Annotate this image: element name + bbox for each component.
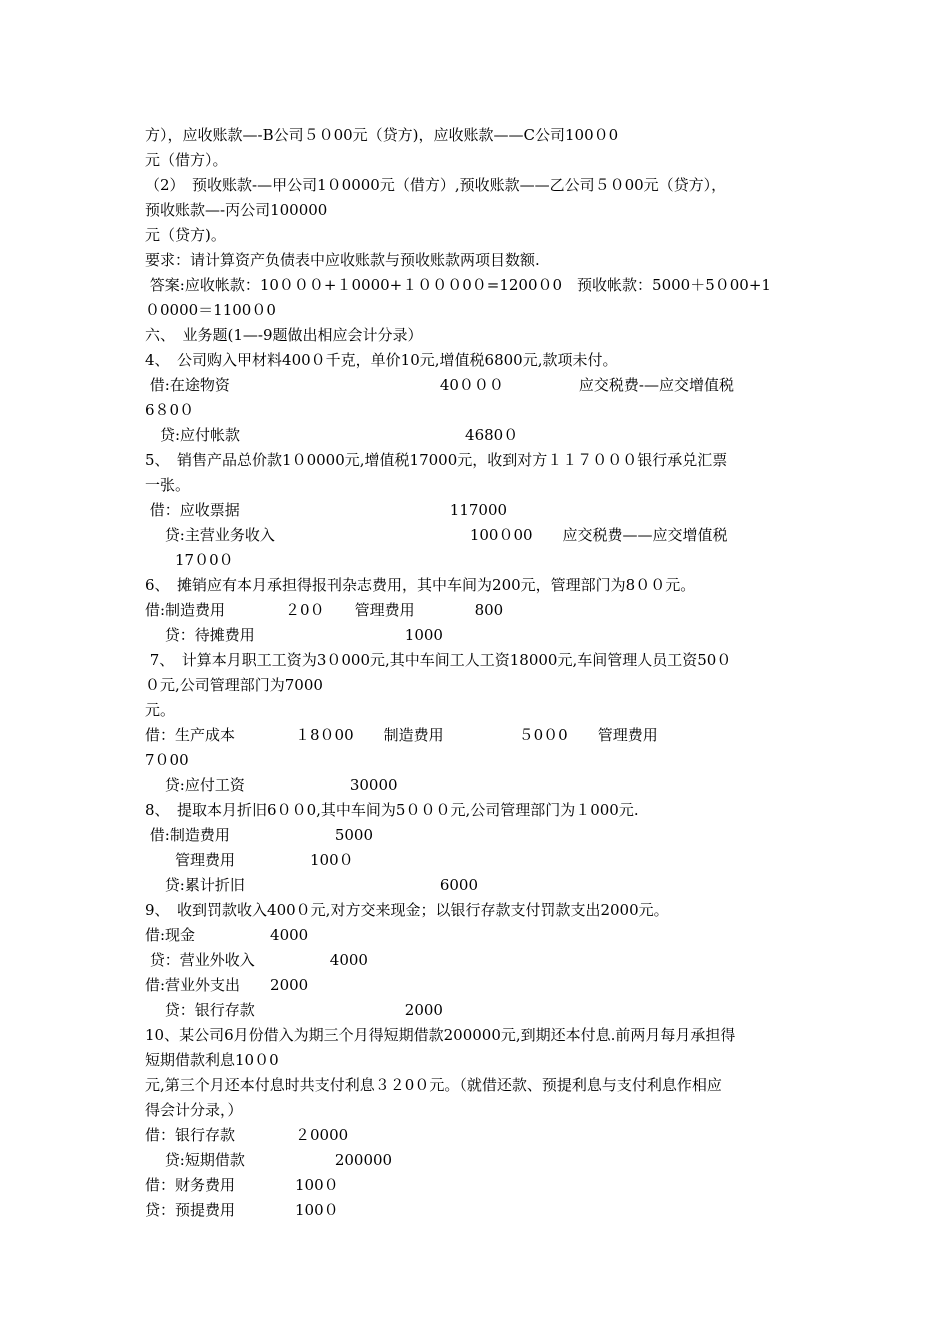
text-line: 得会计分录，）: [145, 1101, 243, 1119]
text-line: 管理费用 100０: [145, 851, 354, 869]
text-line: 7０00: [145, 751, 189, 769]
text-line: 借：生产成本 １8０00 制造费用 ５0０0 管理费用: [145, 726, 658, 744]
text-line: 贷：银行存款 2000: [145, 1001, 443, 1019]
text-line: 17０0０: [145, 551, 234, 569]
text-line: 借：财务费用 100０: [145, 1176, 339, 1194]
text-line: 元。: [145, 701, 176, 719]
section-heading: 六、 业务题(1—-9题做出相应会计分录）: [145, 326, 423, 344]
text-line: ０0000＝1100０0: [145, 301, 276, 319]
text-line: 预收账款—-丙公司100000: [145, 201, 328, 219]
question-10: 10、某公司6月份借入为期三个月得短期借款200000元,到期还本付息.前两月每月承担得: [145, 1026, 736, 1044]
text-line: ０元,公司管理部门为7000: [145, 676, 323, 694]
text-line: 贷：待摊费用 1000: [145, 626, 443, 644]
text-line: 答案:应收帐款：10０００+１0000+１０００0０=1200０0 预收帐款：5000＋5０00+1: [145, 276, 771, 294]
text-line: 借：应收票据 117000: [145, 501, 508, 519]
question-9: 9、 收到罚款收入400０元,对方交来现金；以银行存款支付罚款支出2000元。: [145, 901, 669, 919]
text-line: 借:现金 4000: [145, 926, 309, 944]
text-line: 借:在途物资 40０００ 应交税费-—应交增值税: [145, 376, 734, 394]
text-line: （2） 预收账款-—甲公司1０0000元（借方）,预收账款——乙公司５０00元（贷方），: [145, 176, 727, 194]
text-line: 贷:应付工资 30000: [145, 776, 398, 794]
question-7: 7、 计算本月职工工资为3０000元,其中车间工人工资18000元,车间管理人员工资50０: [145, 651, 732, 669]
text-line: 一张。: [145, 476, 191, 494]
text-line: 6８0０: [145, 401, 195, 419]
question-5: 5、 销售产品总价款1０0000元,增值税17000元，收到对方１１７０００银行承兑汇票: [145, 451, 728, 469]
text-line: 方），应收账款—-B公司５０00元（贷方)，应收账款——C公司100０0: [145, 126, 619, 144]
text-line: 贷:主营业务收入 100０00 应交税费——应交增值税: [145, 526, 728, 544]
question-4: 4、 公司购入甲材料400０千克，单价10元,增值税6800元,款项未付。: [145, 351, 618, 369]
text-line: 元（贷方)。: [145, 226, 226, 244]
text-line: 贷:应付帐款 4680０: [145, 426, 519, 444]
text-line: 贷：预提费用 100０: [145, 1201, 339, 1219]
text-line: 贷:累计折旧 6000: [145, 876, 478, 894]
text-line: 借:制造费用 ２0０ 管理费用 800: [145, 601, 504, 619]
text-line: 借:营业外支出 2000: [145, 976, 309, 994]
text-line: 元,第三个月还本付息时共支付利息３２0０元。（就借还款、预提利息与支付利息作相应: [145, 1076, 722, 1094]
text-line: 要求：请计算资产负债表中应收账款与预收账款两项目数额.: [145, 251, 540, 269]
text-line: 短期借款利息10０0: [145, 1051, 279, 1069]
question-6: 6、 摊销应有本月承担得报刊杂志费用，其中车间为200元，管理部门为8００元。: [145, 576, 696, 594]
question-8: 8、 提取本月折旧6００0,其中车间为5０００元,公司管理部门为１000元.: [145, 801, 639, 819]
text-line: 贷:短期借款 200000: [145, 1151, 393, 1169]
text-line: 元（借方）。: [145, 151, 228, 169]
text-line: 借：银行存款 ２0000: [145, 1126, 349, 1144]
text-line: 贷：营业外收入 4000: [145, 951, 368, 969]
text-line: 借:制造费用 5000: [145, 826, 373, 844]
